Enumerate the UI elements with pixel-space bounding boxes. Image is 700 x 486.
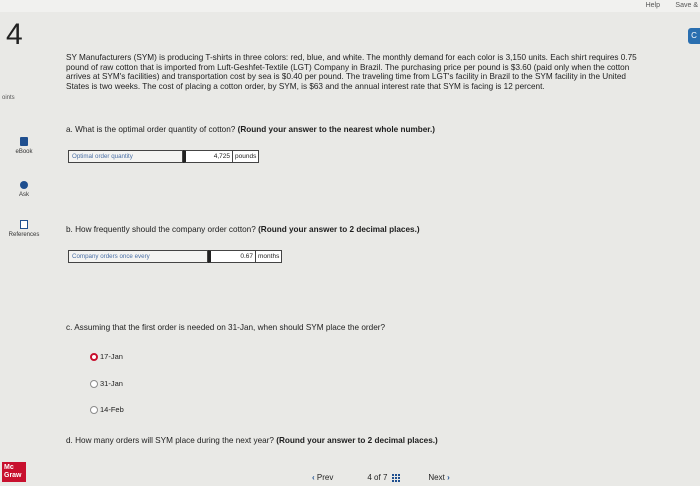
problem-statement: SY Manufacturers (SYM) is producing T-shirts in three colors: red, blue, and white. The monthly demand for each color is 3,150 units. Each shirt requires 0.75 pound of raw cotton that is imported from Luft-Geshfet-Textile (LGT) Company in Brazil. The purchasing price per pound is $3.60 (paid only when the cotton arrives at SYM's facilities) and transportation cost by sea is $0.40 per pound. The traveling time from LGT's facility in Brazil to the SYM facility in the United States is two weeks. The cost of placing a cotton order, by SYM, is $63 and the annual interest rate that SYM is facing is 12 percent. xyxy=(66,53,637,91)
points-label: oints xyxy=(2,95,15,101)
sidebar-item-label: eBook xyxy=(15,149,33,155)
sidebar-item-references[interactable] xyxy=(0,220,48,238)
part-a-answer-label: Optimal order quantity xyxy=(68,150,183,163)
part-b-answer-label: Company orders once every xyxy=(68,250,208,263)
chevron-left-icon: ‹ xyxy=(312,473,315,482)
part-d-instruction: (Round your answer to 2 decimal places.) xyxy=(276,436,438,445)
bottom-navigation xyxy=(312,473,450,482)
prev-label: Prev xyxy=(316,473,334,482)
help-link[interactable]: Help xyxy=(645,2,660,9)
part-a-question xyxy=(66,125,435,135)
total-pages: 7 xyxy=(382,473,388,482)
document-icon xyxy=(20,220,28,229)
logo-text: Graw xyxy=(4,472,22,479)
part-a-instruction: (Round your answer to the nearest whole number.) xyxy=(237,125,436,134)
current-page: 4 xyxy=(367,473,372,482)
grid-icon[interactable] xyxy=(392,474,400,482)
next-label: Next xyxy=(428,473,445,482)
top-bar xyxy=(0,0,700,12)
part-a-text: a. What is the optimal order quantity of cotton? xyxy=(66,125,236,134)
of-label: of xyxy=(374,473,381,482)
radio-button-selected[interactable] xyxy=(90,353,98,361)
sidebar-item-ebook[interactable] xyxy=(0,137,48,155)
part-a-unit: pounds xyxy=(233,150,259,163)
next-button[interactable] xyxy=(428,473,449,482)
sidebar-item-label: Ask xyxy=(18,192,29,198)
radio-button[interactable] xyxy=(90,380,98,388)
sidebar-item-label: References xyxy=(8,232,40,238)
part-a-answer-row xyxy=(68,150,259,163)
side-tab[interactable]: C xyxy=(688,28,700,44)
part-b-answer-row xyxy=(68,250,282,263)
option-17-jan[interactable] xyxy=(90,352,123,362)
part-a-answer-input[interactable]: 4,725 xyxy=(183,150,233,163)
chat-bubble-icon xyxy=(20,181,28,189)
part-b-question xyxy=(66,225,420,235)
option-label: 31-Jan xyxy=(100,379,123,388)
radio-button[interactable] xyxy=(90,406,98,414)
part-d-question xyxy=(66,436,438,446)
prev-button[interactable] xyxy=(312,473,333,482)
option-14-feb[interactable] xyxy=(90,405,124,415)
save-link[interactable]: Save & xyxy=(675,2,698,9)
chevron-right-icon: › xyxy=(447,473,450,482)
sidebar-item-ask[interactable] xyxy=(0,181,48,198)
part-b-text: b. How frequently should the company order cotton? xyxy=(66,225,256,234)
option-label: 14-Feb xyxy=(100,405,124,414)
question-number: 4 xyxy=(6,18,23,51)
book-icon xyxy=(20,137,28,146)
part-c-question: c. Assuming that the first order is needed on 31-Jan, when should SYM place the order? xyxy=(66,323,386,332)
part-d-text: d. How many orders will SYM place during the next year? xyxy=(66,436,274,445)
logo-text: Mc xyxy=(4,464,14,471)
part-b-answer-input[interactable]: 0.67 xyxy=(208,250,256,263)
option-label: 17-Jan xyxy=(100,352,123,361)
part-b-instruction: (Round your answer to 2 decimal places.) xyxy=(258,225,420,234)
page-indicator xyxy=(367,473,387,482)
mcgraw-hill-logo xyxy=(2,462,26,482)
option-31-jan[interactable] xyxy=(90,379,123,389)
part-b-unit: months xyxy=(256,250,282,263)
